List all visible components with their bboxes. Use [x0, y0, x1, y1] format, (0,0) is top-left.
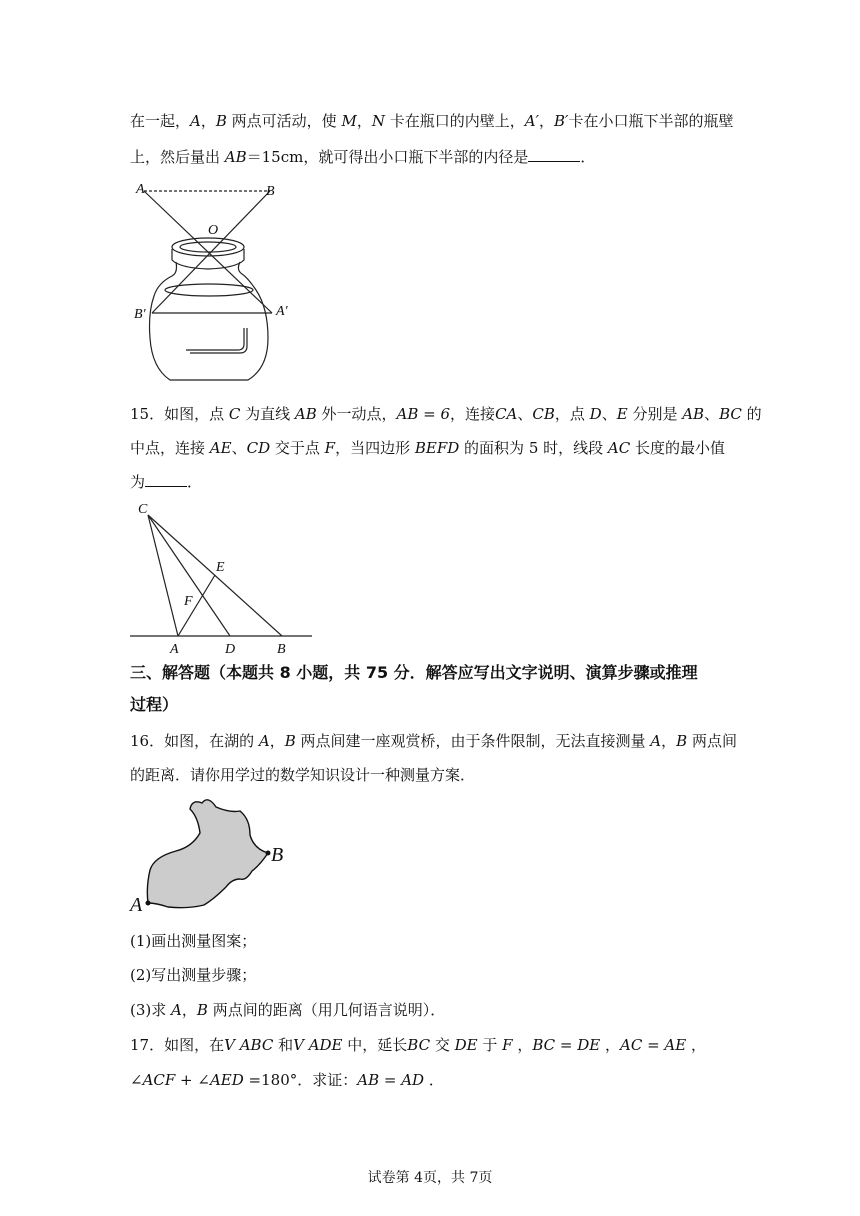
lake-figure [128, 795, 298, 920]
q16-sub-1: (1)画出测量图案； [130, 932, 257, 950]
bottle-figure [130, 178, 300, 388]
q14-line-1: 在一起，A，B 两点可活动，使 M，N 卡在瓶口的内壁上，A′，B′卡在小口瓶下半部的瓶壁 [130, 112, 734, 130]
label-a: A [130, 894, 143, 916]
section-heading-cont: 过程） [130, 695, 179, 714]
label-b-prime: B′ [134, 307, 146, 322]
label-o: O [208, 223, 219, 238]
label-a-prime: A′ [276, 304, 288, 319]
label-a: A [136, 182, 145, 197]
label-c: C [138, 502, 148, 517]
q16-line-2: 的距离．请你用学过的数学知识设计一种测量方案． [130, 766, 476, 784]
point-b [266, 851, 271, 856]
q16-line-1: 16．如图，在湖的 A，B 两点间建一座观赏桥，由于条件限制，无法直接测量 A，B 两点间 [130, 732, 737, 750]
bottle-outline [150, 238, 269, 380]
q16-sub-2: (2)写出测量步骤； [130, 966, 257, 984]
label-b: B [271, 844, 284, 866]
answer-blank-q14[interactable] [528, 145, 580, 162]
q15-line-1: 15．如图，点 C 为直线 AB 外一动点，AB = 6，连接CA、CB，点 D、E 分别是 AB、BC 的 [130, 405, 762, 423]
label-a: A [170, 642, 179, 657]
q17-line-1: 17．如图，在V ABC 和V ADE 中，延长BC 交 DE 于 F ，BC = DE ，AC = AE ， [130, 1036, 706, 1054]
page-footer: 试卷第 4页，共 7页 [367, 1170, 493, 1186]
q16-sub-3: (3)求 A，B 两点间的距离（用几何语言说明）． [130, 1001, 446, 1019]
q15-line-3: 为 ． [130, 470, 730, 493]
lake-shape [147, 800, 268, 908]
label-d: D [225, 642, 236, 657]
section-heading: 三、解答题（本题共 8 小题，共 75 分．解答应写出文字说明、演算步骤或推理 [130, 663, 698, 682]
q17-line-2: ∠ACF + ∠AED =180°．求证：AB = AD ． [130, 1071, 444, 1089]
point-a [146, 901, 151, 906]
label-b: B [277, 642, 286, 657]
label-f: F [184, 594, 193, 609]
segment-ca [148, 515, 178, 636]
q14-line-2: 上，然后量出 AB＝15cm，就可得出小口瓶下半部的内径是 ． [130, 145, 730, 168]
label-e: E [216, 560, 225, 575]
q15-line-2: 中点，连接 AE、CD 交于点 F，当四边形 BEFD 的面积为 5 时，线段 AC 长度的最小值 [130, 439, 725, 457]
triangle-figure [130, 498, 320, 658]
label-b: B [266, 184, 275, 199]
answer-blank-q15[interactable] [145, 470, 187, 487]
